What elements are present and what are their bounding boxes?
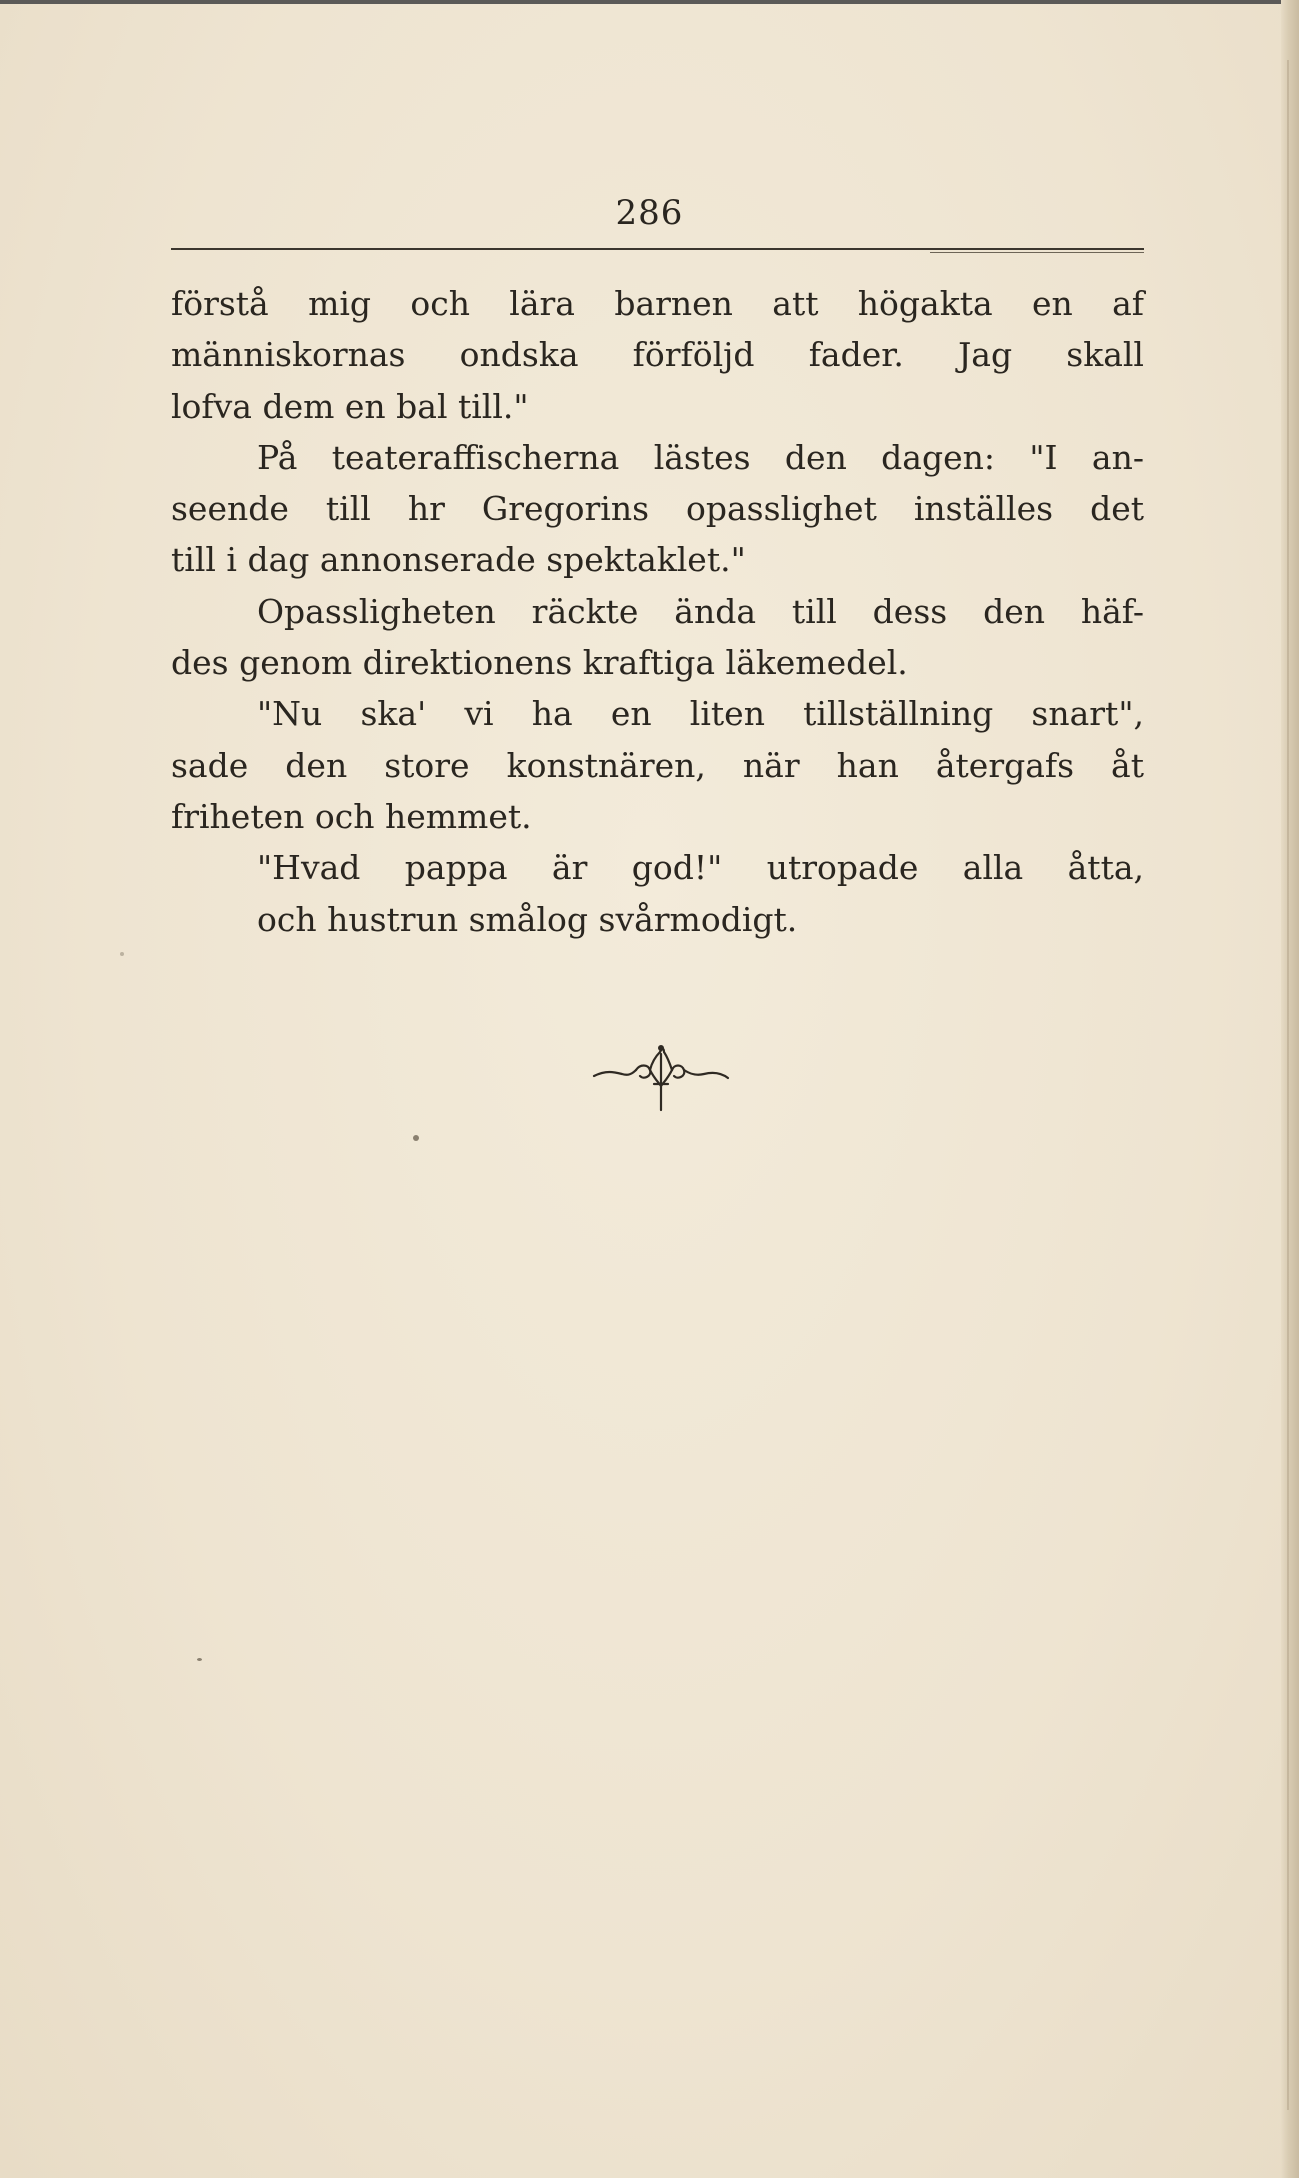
text-line: På teateraffischerna lästes den dagen: "I an- xyxy=(257,437,1144,477)
header-rule xyxy=(171,248,1144,250)
text-line: seende till hr Gregorins opasslighet inställes det xyxy=(171,489,1144,529)
body-text xyxy=(171,278,1144,945)
top-page-edge xyxy=(0,0,1299,4)
text-line: förstå mig och lära barnen att högakta en af xyxy=(171,284,1144,323)
fleuron-ornament-icon xyxy=(592,1040,730,1114)
paper-speck xyxy=(413,1135,419,1141)
page-number: 286 xyxy=(615,193,684,233)
page-edge-shadow xyxy=(1287,60,1289,2110)
text-line: "Nu ska' vi ha en liten tillställning snart", xyxy=(257,694,1144,734)
paper-speck xyxy=(120,952,124,956)
text-line: människornas ondska förföljd fader. Jag skall xyxy=(171,335,1144,375)
text-line: lofva dem en bal till." xyxy=(171,386,529,426)
paper-speck xyxy=(197,1658,202,1661)
header-rule-extension xyxy=(930,252,1144,253)
text-line: des genom direktionens kraftiga läkemedel. xyxy=(171,643,908,683)
page-binding-edge xyxy=(1281,0,1299,2178)
text-line: Opassligheten räckte ända till dess den häf- xyxy=(257,591,1144,631)
text-line: sade den store konstnären, när han återgafs åt xyxy=(171,745,1144,785)
text-line: till i dag annonserade spektaklet." xyxy=(171,540,746,580)
text-line: friheten och hemmet. xyxy=(171,796,532,836)
text-line: och hustrun smålog svårmodigt. xyxy=(257,899,798,939)
text-line: "Hvad pappa är god!" utropade alla åtta, xyxy=(257,848,1144,888)
